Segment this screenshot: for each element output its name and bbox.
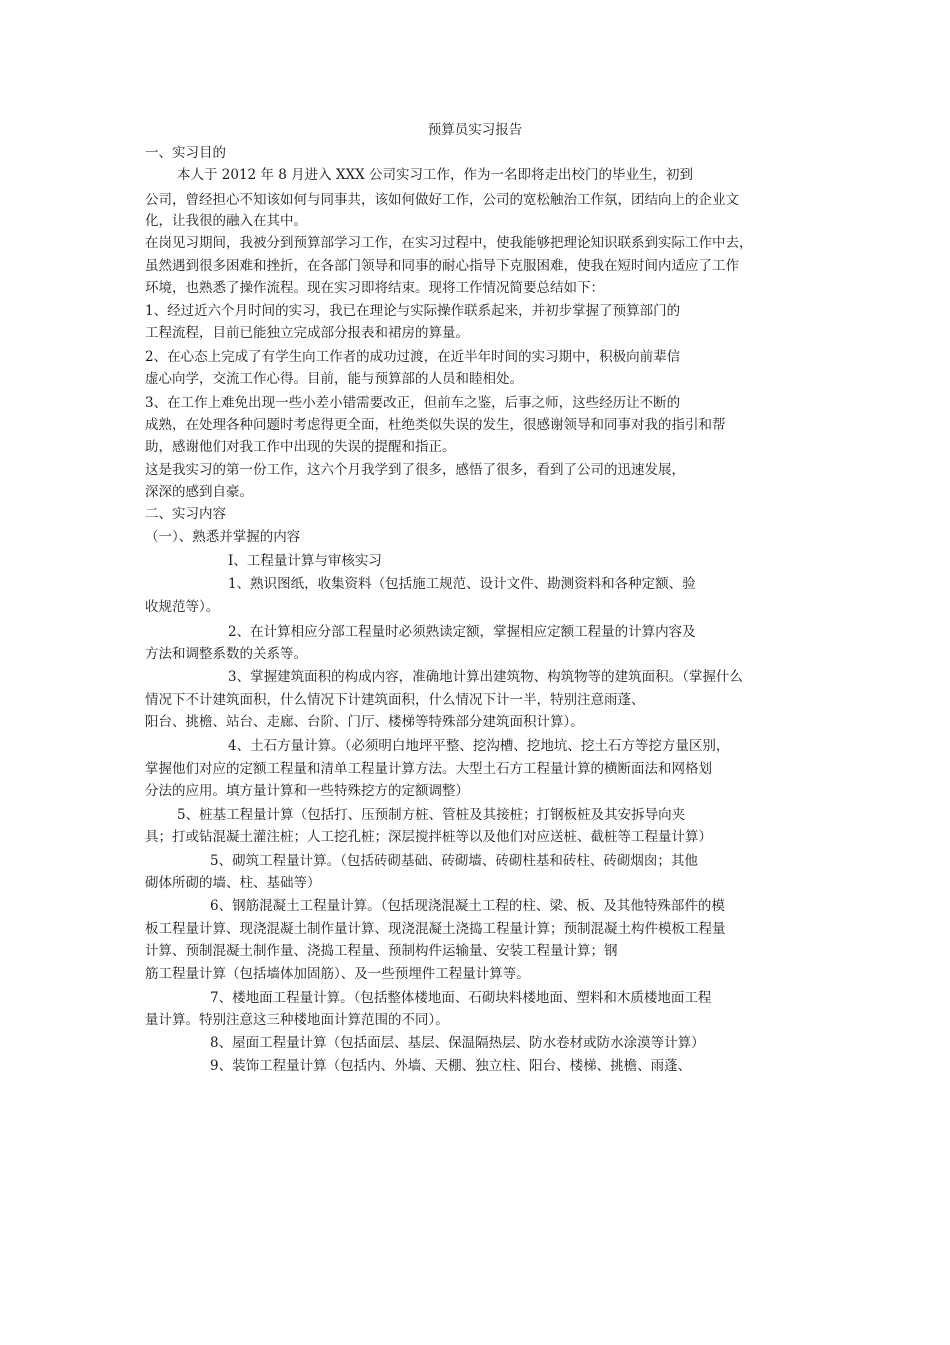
paragraph-line: 3、在工作上难免出现一些小差小错需要改正，但前车之鉴，后事之师，这些经历让不断的 (145, 395, 681, 411)
paragraph-line: 5、桩基工程量计算（包括打、压预制方桩、管桩及其接桩；打钢板桩及其安拆导向夹 (177, 807, 686, 823)
subsection-heading: （一）、熟悉并掌握的内容 (145, 529, 301, 545)
paragraph-line: 情况下不计建筑面积，什么情况下计建筑面积，什么情况下计一半，特别注意雨蓬、 (145, 692, 645, 708)
paragraph-line: 这是我实习的第一份工作，这六个月我学到了很多，感悟了很多，看到了公司的迅速发展， (145, 462, 685, 478)
subsection-item-heading: I、工程量计算与审核实习 (228, 553, 382, 569)
paragraph-line: 分法的应用。填方量计算和一些特殊挖方的定额调整） (145, 783, 469, 799)
paragraph-line: 1、熟识图纸，收集资料（包括施工规范、设计文件、勘测资料和各种定额、验 (228, 576, 696, 592)
section-heading-2: 二、实习内容 (145, 506, 226, 522)
paragraph-line: 砌体所砌的墙、柱、基础等） (145, 875, 321, 891)
page-title: 预算员实习报告 (427, 122, 523, 138)
paragraph-line: 公司，曾经担心不知该如何与同事共，该如何做好工作，公司的宽松触治工作氛，团结向上的企业文 (145, 192, 739, 208)
paragraph-line: 化，让我很的融入在其中。 (145, 213, 307, 229)
paragraph-line: 在岗见习期间，我被分到预算部学习工作，在实习过程中，使我能够把理论知识联系到实际工作中去， (145, 235, 753, 251)
paragraph-line: 板工程量计算、现浇混凝土制作量计算、现浇混凝土浇捣工程量计算；预制混凝土构件模板工程量 (145, 921, 726, 937)
paragraph-line: 2、在心态上完成了有学生向工作者的成功过渡，在近半年时间的实习期中，积极向前辈信 (145, 349, 681, 365)
paragraph-line: 深深的感到自豪。 (145, 484, 253, 500)
paragraph-line: 工程流程，目前已能独立完成部分报表和裙房的算量。 (145, 325, 469, 341)
paragraph-line: 量计算。特别注意这三种楼地面计算范围的不同）。 (145, 1012, 449, 1028)
paragraph-line: 虽然遇到很多困难和挫折，在各部门领导和同事的耐心指导下克服困难，使我在短时间内适应了工作 (145, 258, 739, 274)
paragraph-line: 方法和调整系数的关系等。 (145, 646, 307, 662)
paragraph-line: 5、砌筑工程量计算。（包括砖砌基础、砖砌墙、砖砌柱基和砖柱、砖砌烟囱；其他 (210, 853, 698, 869)
paragraph-line: 2、在计算相应分部工程量时必须熟读定额，掌握相应定额工程量的计算内容及 (228, 624, 696, 640)
paragraph-line: 6、钢筋混凝土工程量计算。（包括现浇混凝土工程的柱、梁、板、及其他特殊部件的模 (210, 898, 725, 914)
paragraph-line: 3、掌握建筑面积的构成内容，准确地计算出建筑物、构筑物等的建筑面积。（掌握什么 (228, 669, 743, 685)
paragraph-line: 虚心向学，交流工作心得。目前，能与预算部的人员和睦相处。 (145, 371, 523, 387)
paragraph-line: 计算、预制混凝土制作量、浇捣工程量、预制构件运输量、安装工程量计算；钢 (145, 943, 618, 959)
paragraph-line: 1、经过近六个月时间的实习，我已在理论与实际操作联系起来，并初步掌握了预算部门的 (145, 303, 681, 319)
paragraph-line: 4、土石方量计算。（必须明白地坪平整、挖沟槽、挖地坑、挖土石方等挖方量区别， (228, 738, 730, 754)
paragraph-line: 掌握他们对应的定额工程量和清单工程量计算方法。大型土石方工程量计算的横断面法和网格划 (145, 761, 712, 777)
paragraph-line: 筋工程量计算（包括墙体加固筋）、及一些预埋件工程量计算等。 (145, 966, 530, 982)
paragraph-line: 8、屋面工程量计算（包括面层、基层、保温隔热层、防水卷材或防水涂漠等计算） (210, 1035, 705, 1051)
paragraph-line: 阳台、挑檐、站台、走廊、台阶、门厅、楼梯等特殊部分建筑面积计算）。 (145, 714, 584, 730)
paragraph-line: 环境，也熟悉了操作流程。现在实习即将结束。现将工作情况简要总结如下： (145, 280, 604, 296)
paragraph-line: 本人于 2012 年 8 月进入 XXX 公司实习工作，作为一名即将走出校门的毕业生，初到 (177, 167, 694, 183)
paragraph-line: 7、楼地面工程量计算。（包括整体楼地面、石砌块料楼地面、塑料和木质楼地面工程 (210, 990, 712, 1006)
paragraph-line: 具；打或钻混凝土灌注桩；人工挖孔桩；深层搅拌桩等以及他们对应送桩、截桩等工程量计算） (145, 829, 712, 845)
section-heading-1: 一、实习目的 (145, 145, 226, 161)
paragraph-line: 成熟，在处理各种问题时考虑得更全面，杜绝类似失误的发生，很感谢领导和同事对我的指引和帮 (145, 417, 726, 433)
paragraph-line: 9、装饰工程量计算（包括内、外墙、天棚、独立柱、阳台、楼梯、挑檐、雨蓬、 (210, 1058, 692, 1074)
paragraph-line: 助，感谢他们对我工作中出现的失误的提醒和指正。 (145, 439, 456, 455)
paragraph-line: 收规范等）。 (145, 599, 220, 615)
